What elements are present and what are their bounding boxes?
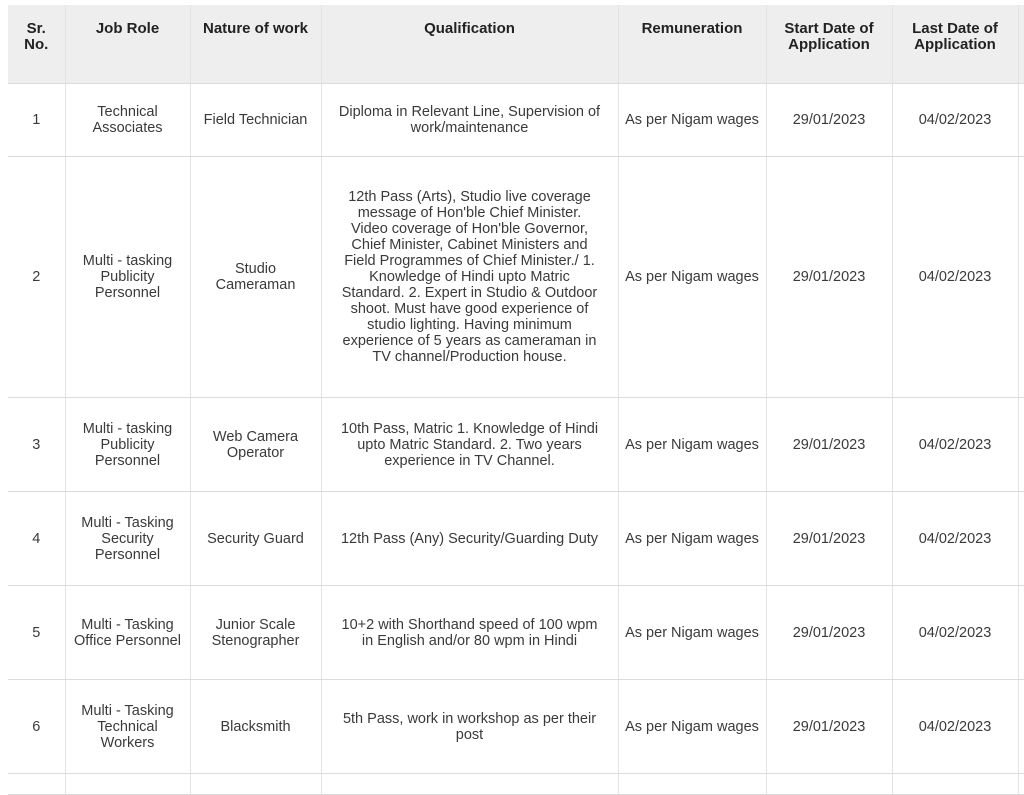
jobs-table-container	[8, 5, 1024, 795]
cell-start-date: 29/01/2023	[766, 586, 892, 680]
cell-qualification: 12th Pass (Any) Security/Guarding Duty	[321, 492, 618, 586]
cell-nature-of-work: Field Technician	[190, 84, 321, 157]
jobs-table	[8, 5, 1024, 795]
cell-empty	[1018, 774, 1024, 795]
cell-empty	[892, 774, 1018, 795]
cell-last-date: 04/02/2023	[892, 84, 1018, 157]
cell-empty	[190, 774, 321, 795]
header-start-date: Start Date of Application	[766, 5, 892, 84]
table-header	[8, 5, 1024, 84]
cell-qualification: 12th Pass (Arts), Studio live coverage message of Hon'ble Chief Minister. Video coverage of Hon'ble Governor, Chief Minister, Cabinet Ministers and Field Programmes of Chief Minister./ 1. Knowledge of Hindi upto Matric Standard. 2. Expert in Studio & Outdoor shoot. Must have good experience of studio lighting. Having minimum experience of 5 years as cameraman in TV channel/Production house.	[321, 157, 618, 398]
cell-job-role: Multi - tasking Publicity Personnel	[65, 398, 190, 492]
cell-remuneration: As per Nigam wages	[618, 157, 766, 398]
cell-extra	[1018, 84, 1024, 157]
table-row	[8, 680, 1024, 774]
cell-empty	[65, 774, 190, 795]
cell-sr-no: 3	[8, 398, 65, 492]
cell-job-role: Multi - tasking Publicity Personnel	[65, 157, 190, 398]
cell-qualification: Diploma in Relevant Line, Supervision of work/maintenance	[321, 84, 618, 157]
cell-start-date: 29/01/2023	[766, 680, 892, 774]
table-row-partial	[8, 774, 1024, 795]
cell-job-role: Multi - Tasking Security Personnel	[65, 492, 190, 586]
cell-empty	[766, 774, 892, 795]
cell-sr-no: 5	[8, 586, 65, 680]
header-last-date: Last Date of Application	[892, 5, 1018, 84]
cell-job-role: Technical Associates	[65, 84, 190, 157]
cell-empty	[618, 774, 766, 795]
cell-remuneration: As per Nigam wages	[618, 398, 766, 492]
cell-empty	[321, 774, 618, 795]
cell-extra	[1018, 157, 1024, 398]
cell-sr-no: 6	[8, 680, 65, 774]
table-row	[8, 84, 1024, 157]
cell-extra	[1018, 680, 1024, 774]
table-row	[8, 492, 1024, 586]
cell-empty	[8, 774, 65, 795]
cell-qualification: 10th Pass, Matric 1. Knowledge of Hindi upto Matric Standard. 2. Two years experience in TV Channel.	[321, 398, 618, 492]
cell-qualification: 5th Pass, work in workshop as per their post	[321, 680, 618, 774]
cell-nature-of-work: Junior Scale Stenographer	[190, 586, 321, 680]
header-qualification: Qualification	[321, 5, 618, 84]
cell-remuneration: As per Nigam wages	[618, 680, 766, 774]
cell-last-date: 04/02/2023	[892, 157, 1018, 398]
cell-extra	[1018, 492, 1024, 586]
cell-start-date: 29/01/2023	[766, 157, 892, 398]
cell-extra	[1018, 398, 1024, 492]
cell-remuneration: As per Nigam wages	[618, 492, 766, 586]
cell-qualification: 10+2 with Shorthand speed of 100 wpm in English and/or 80 wpm in Hindi	[321, 586, 618, 680]
cell-last-date: 04/02/2023	[892, 680, 1018, 774]
header-extra-column	[1018, 5, 1024, 84]
cell-last-date: 04/02/2023	[892, 586, 1018, 680]
cell-sr-no: 1	[8, 84, 65, 157]
header-remuneration: Remuneration	[618, 5, 766, 84]
cell-nature-of-work: Studio Cameraman	[190, 157, 321, 398]
table-row	[8, 398, 1024, 492]
cell-nature-of-work: Blacksmith	[190, 680, 321, 774]
cell-last-date: 04/02/2023	[892, 492, 1018, 586]
cell-job-role: Multi - Tasking Technical Workers	[65, 680, 190, 774]
cell-start-date: 29/01/2023	[766, 492, 892, 586]
cell-job-role: Multi - Tasking Office Personnel	[65, 586, 190, 680]
cell-remuneration: As per Nigam wages	[618, 586, 766, 680]
cell-sr-no: 4	[8, 492, 65, 586]
cell-start-date: 29/01/2023	[766, 84, 892, 157]
cell-nature-of-work: Web Camera Operator	[190, 398, 321, 492]
header-job-role: Job Role	[65, 5, 190, 84]
cell-sr-no: 2	[8, 157, 65, 398]
header-sr-no: Sr. No.	[8, 5, 65, 84]
cell-nature-of-work: Security Guard	[190, 492, 321, 586]
cell-last-date: 04/02/2023	[892, 398, 1018, 492]
table-body	[8, 84, 1024, 795]
table-row	[8, 157, 1024, 398]
cell-remuneration: As per Nigam wages	[618, 84, 766, 157]
header-row	[8, 5, 1024, 84]
cell-extra	[1018, 586, 1024, 680]
table-row	[8, 586, 1024, 680]
header-nature-of-work: Nature of work	[190, 5, 321, 84]
cell-start-date: 29/01/2023	[766, 398, 892, 492]
